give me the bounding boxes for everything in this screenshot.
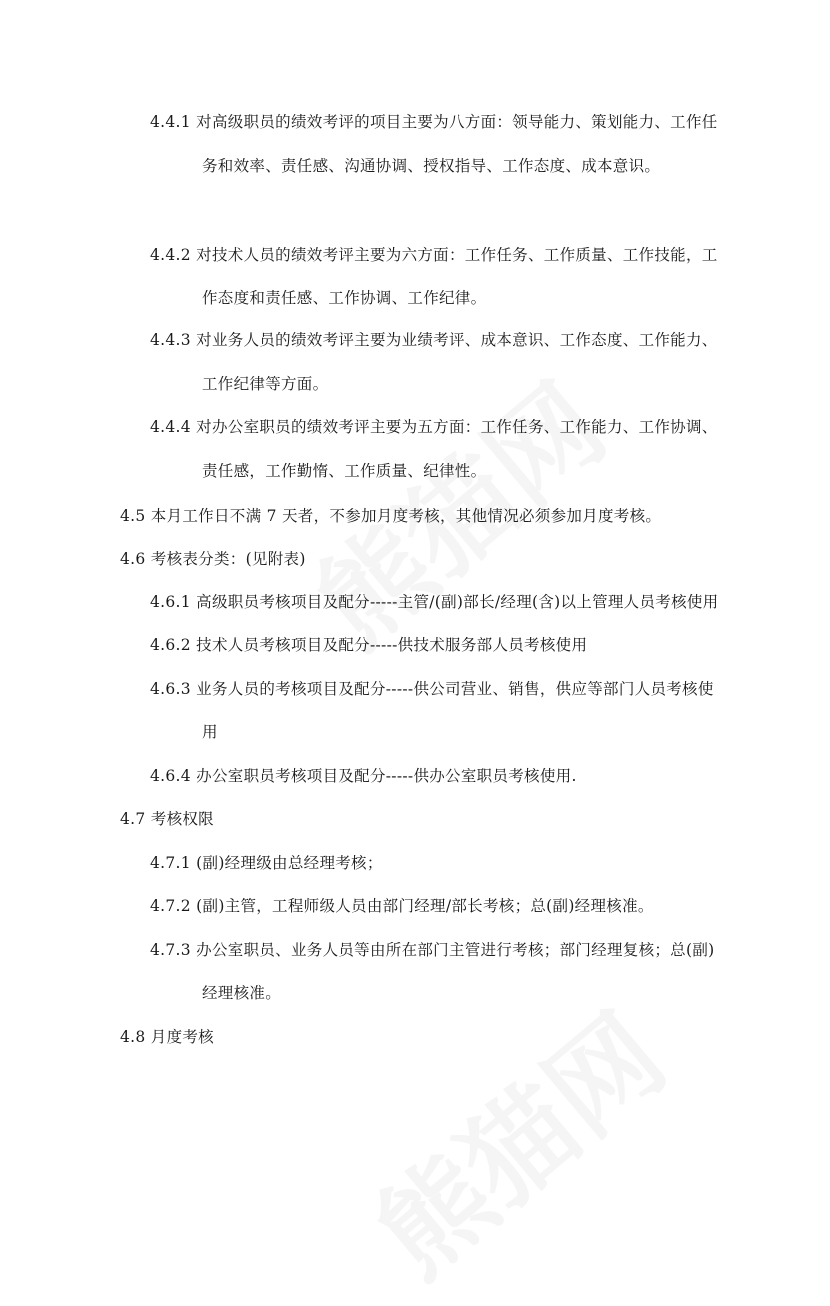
watermark	[338, 972, 692, 1305]
paragraph-4-6-4: 4.6.4 办公室职员考核项目及配分-----供办公室职员考核使用.	[150, 767, 577, 785]
paragraph-4-7-1: 4.7.1 (副)经理级由总经理考核；	[150, 854, 383, 872]
paragraph-4-6-2: 4.6.2 技术人员考核项目及配分-----供技术服务部人员考核使用	[150, 636, 588, 654]
paragraph-4-7-2: 4.7.2 (副)主管，工程师级人员由部门经理/部长考核；总(副)经理核准。	[150, 897, 654, 915]
paragraph-4-6-3: 4.6.3 业务人员的考核项目及配分-----供公司营业、销售，供应等部门人员考核使	[150, 680, 714, 698]
paragraph-4-7-3: 4.7.3 办公室职员、业务人员等由所在部门主管进行考核；部门经理复核；总(副)	[150, 941, 715, 959]
paragraph-4-7-3-cont: 经理核准。	[202, 984, 282, 1002]
paragraph-4-4-3-cont: 工作纪律等方面。	[202, 375, 329, 393]
paragraph-4-4-3: 4.4.3 对业务人员的绩效考评主要为业绩考评、成本意识、工作态度、工作能力、	[150, 331, 718, 349]
paragraph-4-4-4: 4.4.4 对办公室职员的绩效考评主要为五方面：工作任务、工作能力、工作协调、	[150, 418, 718, 436]
heading-4-8: 4.8 月度考核	[120, 1028, 214, 1046]
paragraph-4-5: 4.5 本月工作日不满 7 天者，不参加月度考核，其他情况必须参加月度考核。	[120, 507, 662, 525]
paragraph-4-4-2-cont: 作态度和责任感、工作协调、工作纪律。	[202, 289, 487, 307]
paragraph-4-4-4-cont: 责任感，工作勤惰、工作质量、纪律性。	[202, 462, 487, 480]
paragraph-4-4-2: 4.4.2 对技术人员的绩效考评主要为六方面：工作任务、工作质量、工作技能，工	[150, 246, 718, 264]
heading-4-7: 4.7 考核权限	[120, 810, 214, 828]
paragraph-4-4-1-cont: 务和效率、责任感、沟通协调、授权指导、工作态度、成本意识。	[202, 157, 661, 175]
heading-4-6: 4.6 考核表分类：(见附表)	[120, 550, 306, 568]
paragraph-4-6-1: 4.6.1 高级职员考核项目及配分-----主管/(副)部长/经理(含)以上管理人员考核使用	[150, 593, 719, 611]
paragraph-4-6-3-cont: 用	[202, 723, 218, 741]
paragraph-4-4-1: 4.4.1 对高级职员的绩效考评的项目主要为八方面：领导能力、策划能力、工作任	[150, 113, 718, 131]
